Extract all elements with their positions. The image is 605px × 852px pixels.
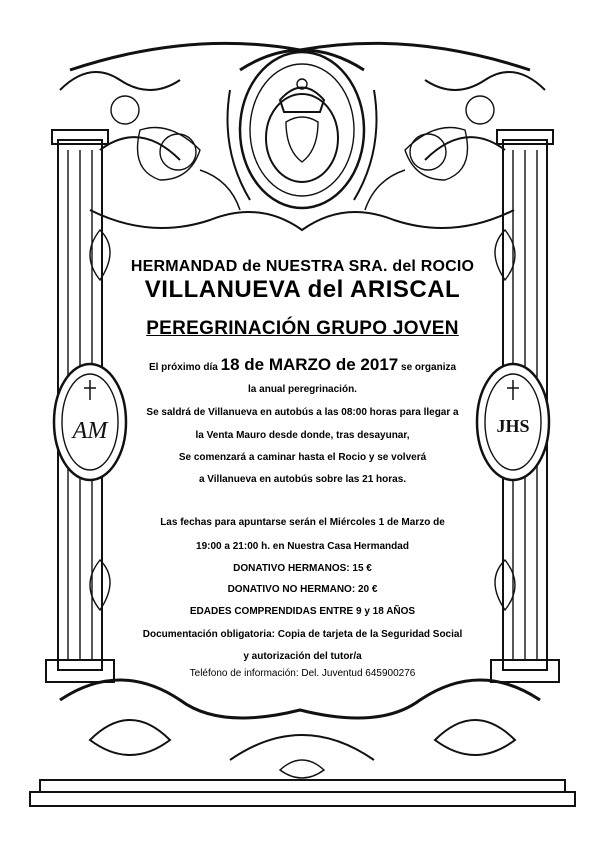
brotherhood-name: HERMANDAD de NUESTRA SRA. del ROCIO <box>130 258 475 275</box>
required-docs: Documentación obligatoria: Copia de tarjeta de la Seguridad Social <box>142 629 463 640</box>
required-docs-2: y autorización del tutor/a <box>243 651 362 662</box>
cherub-left <box>100 96 240 210</box>
donation-members: DONATIVO HERMANOS: 15 € <box>233 563 372 574</box>
text-line-4: la Venta Mauro desde donde, tras desayunar, <box>195 430 410 441</box>
age-range: EDADES COMPRENDIDAS ENTRE 9 y 18 AÑOS <box>189 606 416 617</box>
town-name: VILLANUEVA del ARISCAL <box>144 276 461 303</box>
crest-emblem <box>228 50 377 208</box>
date-line <box>0 355 605 375</box>
cherub-right <box>365 96 505 210</box>
text-line-6: a Villanueva en autobús sobre las 21 horas. <box>198 474 407 485</box>
donation-non-members: DONATIVO NO HERMANO: 20 € <box>227 584 378 595</box>
text-line-5: Se comenzará a caminar hasta el Rocio y se volverá <box>178 452 427 463</box>
info-phone: Teléfono de información: Del. Juventud 645900276 <box>189 668 416 679</box>
date-post: se organiza <box>401 362 457 373</box>
bottom-ornament <box>30 680 575 806</box>
date-pre: El próximo día <box>148 362 218 373</box>
page-title: PEREGRINACIÓN GRUPO JOVEN <box>146 318 459 339</box>
text-line-7: Las fechas para apuntarse serán el Miércoles 1 de Marzo de <box>160 517 445 528</box>
left-monogram: AM <box>72 418 108 444</box>
text-line-3: Se saldrá de Villanueva en autobús a las 08:00 horas para llegar a <box>146 407 459 418</box>
text-line-8: 19:00 a 21:00 h. en Nuestra Casa Hermandad <box>196 541 409 552</box>
text-line-2: la anual peregrinación. <box>248 384 357 395</box>
event-date: 18 de MARZO de 2017 <box>220 355 399 374</box>
right-monogram: JHS <box>496 416 530 436</box>
